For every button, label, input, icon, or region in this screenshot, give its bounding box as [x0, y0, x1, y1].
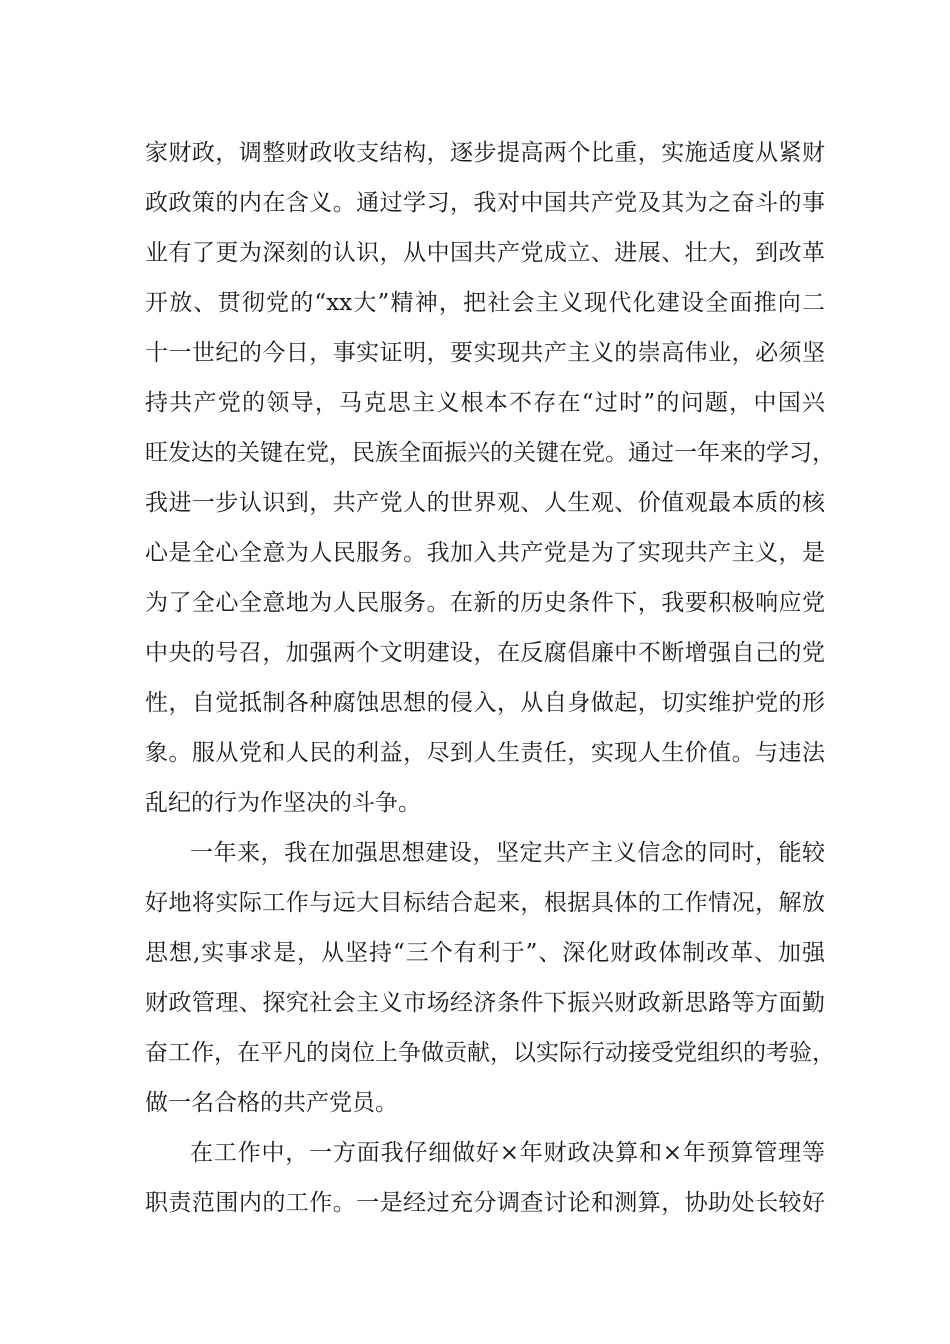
paragraph-first-line: 一年来，我在加强思想建设，坚定共产主义信念的同时，能较: [190, 840, 825, 866]
text-line: 开放、贯彻党的“xx大”精神，把社会主义现代化建设全面推向二: [145, 290, 825, 316]
text-line: 家财政，调整财政收支结构，逐步提高两个比重，实施适度从紧财: [145, 140, 825, 166]
text-line: 财政管理、探究社会主义市场经济条件下振兴财政新思路等方面勤: [145, 990, 825, 1016]
text-line: 持共产党的领导，马克思主义根本不存在“过时”的问题，中国兴: [145, 390, 825, 416]
text-line: 思想,实事求是，从坚持“三个有利于”、深化财政体制改革、加强: [145, 940, 825, 966]
text-line: 为了全心全意地为人民服务。在新的历史条件下，我要积极响应党: [145, 590, 825, 616]
text-line: 中央的号召，加强两个文明建设，在反腐倡廉中不断增强自己的党: [145, 640, 825, 666]
text-line: 性，自觉抵制各种腐蚀思想的侵入，从自身做起，切实维护党的形: [145, 690, 825, 716]
text-line: 乱纪的行为作坚决的斗争。: [145, 790, 421, 816]
text-line: 业有了更为深刻的认识，从中国共产党成立、进展、壮大，到改革: [145, 240, 825, 266]
text-line: 象。服从党和人民的利益，尽到人生责任，实现人生价值。与违法: [145, 740, 825, 766]
text-line: 职责范围内的工作。一是经过充分调查讨论和测算，协助处长较好: [145, 1190, 825, 1216]
text-line: 奋工作，在平凡的岗位上争做贡献，以实际行动接受党组织的考验，: [145, 1040, 835, 1066]
text-line: 做一名合格的共产党员。: [145, 1090, 398, 1116]
text-line: 心是全心全意为人民服务。我加入共产党是为了实现共产主义，是: [145, 540, 825, 566]
text-line: 十一世纪的今日，事实证明，要实现共产主义的崇高伟业，必须坚: [145, 340, 825, 366]
text-line: 政政策的内在含义。通过学习，我对中国共产党及其为之奋斗的事: [145, 190, 825, 216]
paragraph-first-line: 在工作中，一方面我仔细做好×年财政决算和×年预算管理等: [190, 1140, 825, 1166]
text-line: 旺发达的关键在党，民族全面振兴的关键在党。通过一年来的学习，: [145, 440, 835, 466]
text-line: 我进一步认识到，共产党人的世界观、人生观、价值观最本质的核: [145, 490, 825, 516]
text-line: 好地将实际工作与远大目标结合起来，根据具体的工作情况，解放: [145, 890, 825, 916]
